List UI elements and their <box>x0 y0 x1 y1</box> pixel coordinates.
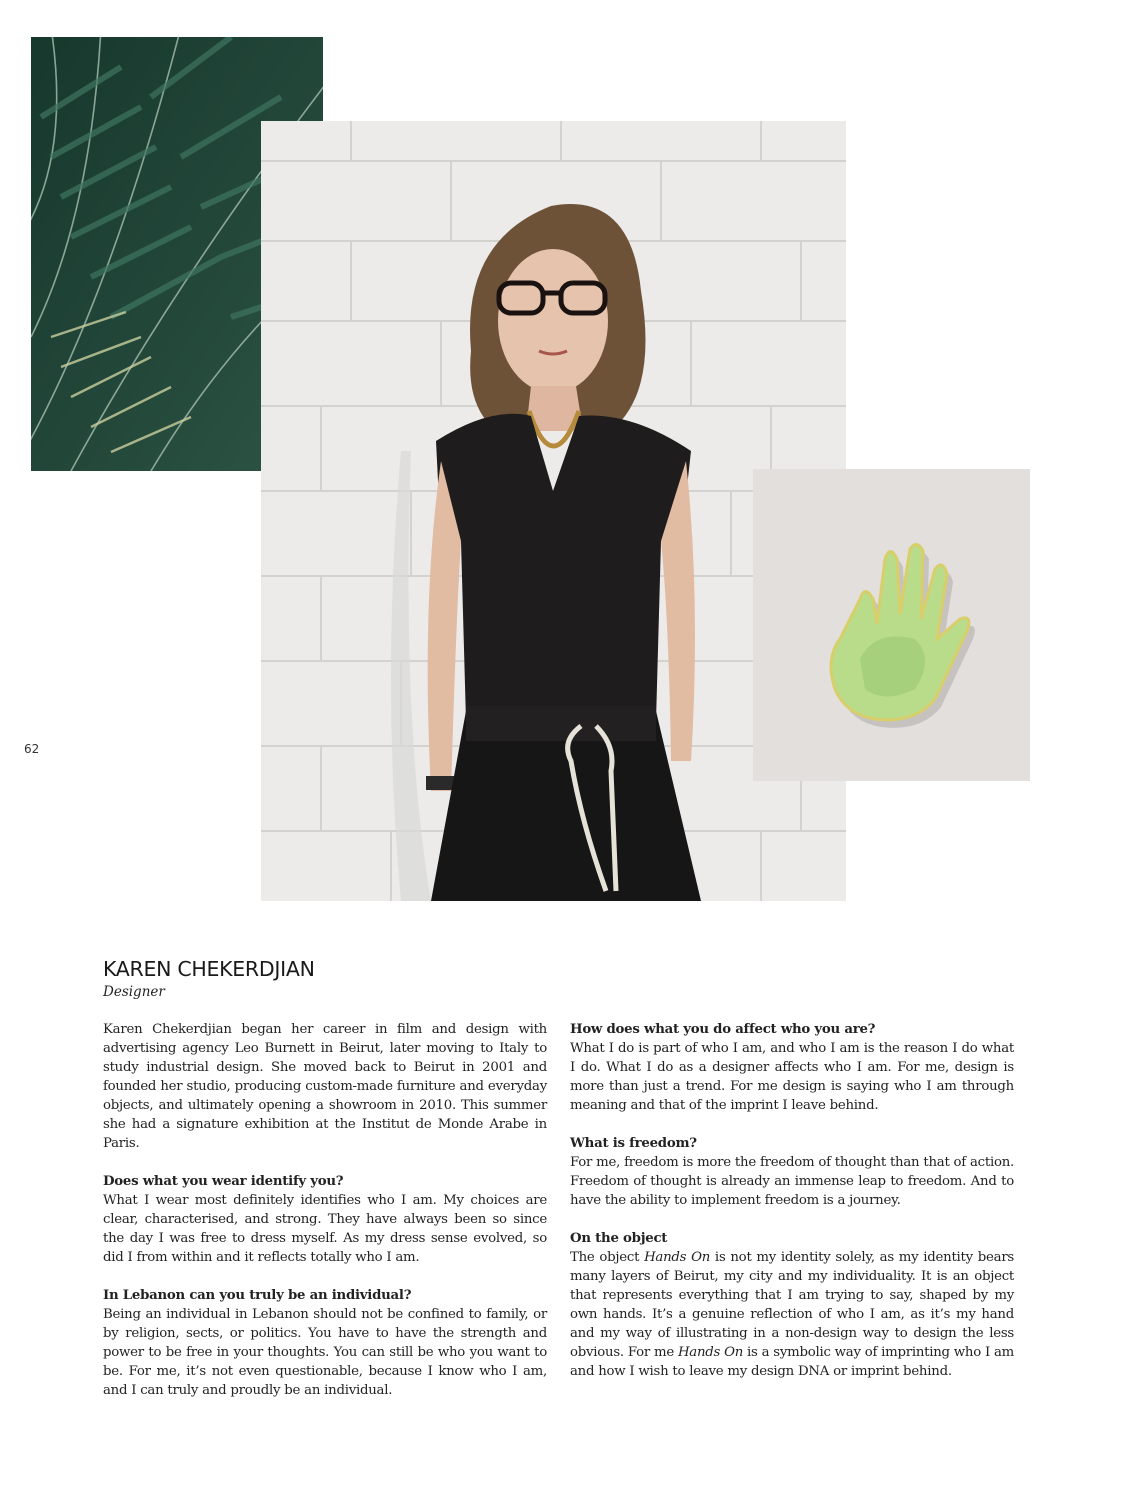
question-heading: What is freedom? <box>570 1136 697 1151</box>
question-heading: Does what you wear identify you? <box>103 1174 344 1189</box>
answer-paragraph: For me, freedom is more the freedom of thought than that of action. Freedom of thought is already an immense leap to freedom. And to have the ability to implement freedom is a journey. <box>570 1155 1014 1208</box>
page-number: 62 <box>24 742 40 756</box>
object-text-3: is a symbolic way of imprinting who I am and how I wish to leave my design DNA or imprint behind. <box>570 1345 1014 1379</box>
designer-role: Designer <box>103 984 165 1000</box>
left-column <box>103 1020 547 1400</box>
object-text-2: is not my identity solely, as my identity bears many layers of Beirut, my city and my individuality. It is an object that represents everything that I am trying to say, shaped by my own hands. It’s a genuine reflection of who I am, as it’s my hand and my way of illustrating in a non-design way to design the less obvious. For me <box>570 1250 1014 1360</box>
object-text-1: The object <box>570 1250 645 1265</box>
question-heading: How does what you do affect who you are? <box>570 1022 876 1037</box>
designer-name: KAREN CHEKERDJIAN <box>103 957 315 981</box>
answer-paragraph: Being an individual in Lebanon should not be confined to family, or by religion, sects, or politics. You have to have the strength and power to be free in your thoughts. You can still be who you want to be. For me, it’s not even questionable, because I know who I am, and I can truly and proudly be an individual. <box>103 1307 547 1398</box>
answer-paragraph: What I wear most definitely identifies who I am. My choices are clear, characterised, and strong. They have always been so since the day I was free to dress myself. As my dress sense evolved, so did I from within and it reflects totally who I am. <box>103 1193 547 1265</box>
answer-paragraph: What I do is part of who I am, and who I am is the reason I do what I do. What I do as a designer affects who I am. For me, design is more than just a trend. For me design is saying who I am through meaning and that of the imprint I leave behind. <box>570 1041 1014 1113</box>
right-column <box>570 1020 1014 1381</box>
intro-paragraph: Karen Chekerdjian began her career in film and design with advertising agency Leo Burnett in Beirut, later moving to Italy to study industrial design. She moved back to Beirut in 2001 and founded her studio, producing custom-made furniture and everyday objects, and ultimately opening a showroom in 2010. This summer she had a signature exhibition at the Institut de Monde Arabe in Paris. <box>103 1022 547 1151</box>
object-title-1: Hands On <box>644 1250 711 1265</box>
object-paragraph <box>570 1248 1014 1381</box>
object-heading: On the object <box>570 1231 668 1246</box>
hand-object-illustration <box>753 469 1030 781</box>
green-hand-object-photo <box>753 469 1030 781</box>
object-title-2: Hands On <box>677 1345 744 1360</box>
question-heading: In Lebanon can you truly be an individual? <box>103 1288 412 1303</box>
